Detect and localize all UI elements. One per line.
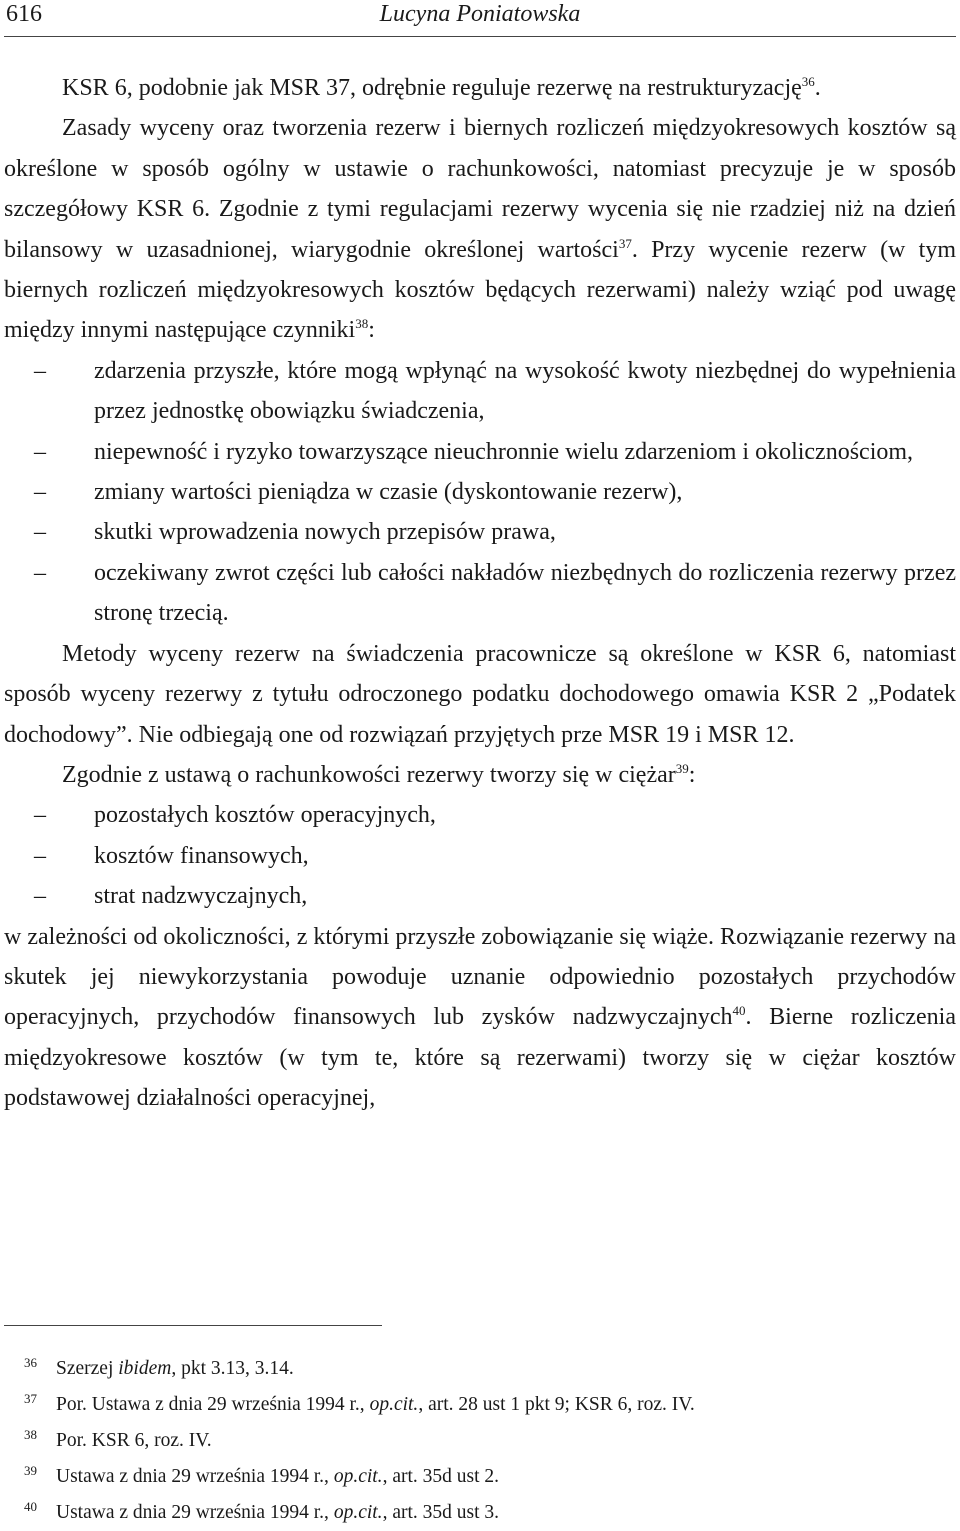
footnote-ref-37[interactable]: 37 [618,235,632,251]
dash-bullet: – [34,559,46,586]
paragraph-5-text-a: w zależności od okoliczności, z którymi przyszłe zobowiązanie się wiąże. Rozwiązanie rezerwy na skutek jej niewykorzystania powoduje uznanie odpowiednio pozostałych przychodów operacyjnych, przychodów finansowych lub zysków nadzwyczajnych [4,923,956,1031]
footnote-ref-39[interactable]: 39 [675,760,689,776]
footnote-ref-38[interactable]: 38 [355,316,369,332]
body-text [4,68,956,1119]
page-number: 616 [6,1,42,27]
charges-list [4,795,956,916]
dash-bullet: – [34,842,46,869]
list-item: – skutki wprowadzenia nowych przepisów prawa, [94,512,956,552]
list-item: – zdarzenia przyszłe, które mogą wpłynąć na wysokość kwoty niezbędnej do wypełnienia przez jednostkę obowiązku świadczenia, [94,351,956,432]
paragraph-3: Metody wyceny rezerw na świadczenia pracownicze są określone w KSR 6, natomiast sposób wyceny rezerwy z tytułu odroczonego podatku dochodowego omawia KSR 2 „Podatek dochodowy”. Nie odbiegają one od rozwiązań przyjętych prze MSR 19 i MSR 12. [4,640,956,748]
footnote-40: 40 Ustawa z dnia 29 września 1994 r., op.cit., art. 35d ust 3. [0,1495,960,1531]
paragraph-5 [4,917,956,1119]
footnote-39: 39 Ustawa z dnia 29 września 1994 r., op.cit., art. 35d ust 2. [0,1459,960,1495]
list-item: – zmiany wartości pieniądza w czasie (dyskontowanie rezerw), [94,472,956,512]
list-item: – niepewność i ryzyko towarzyszące nieuchronnie wielu zdarzeniom i okolicznościom, [94,432,956,472]
paragraph-2-text-a: Zasady wyceny oraz tworzenia rezerw i biernych rozliczeń międzyokresowych kosztów są określone w sposób ogólny w ustawie o rachunkowości, natomiast precyzuje je w sposób szczegółowy KSR 6. Zgodnie z tymi regulacjami rezerwy wycenia się nie rzadziej niż na dzień bilansowy w uzasadnionej, wiarygodnie określonej wartości [4,115,956,263]
list-item: – kosztów finansowych, [94,836,956,876]
footnote-ref-36[interactable]: 36 [801,74,815,89]
footnote-ref-40[interactable]: 40 [732,1003,746,1019]
paragraph-1-tail: . [814,75,821,101]
dash-bullet: – [34,519,46,546]
footnote-number: 39 [24,1463,37,1478]
paragraph-2 [4,108,956,350]
footnote-38: 38 Por. KSR 6, roz. IV. [0,1423,960,1459]
footnote-36: 36 Szerzej ibidem, pkt 3.13, 3.14. [0,1351,960,1387]
paragraph-1-text: KSR 6, podobnie jak MSR 37, odrębnie reguluje rezerwę na restrukturyzację [62,75,802,101]
paragraph-5-text-b: . Bierne rozliczenia międzyokresowe kosztów (w tym te, które są rezerwami) tworzy się w ciężar kosztów podstawowej działalności operacyjnej, [4,1004,956,1112]
paragraph-4 [4,755,956,795]
footnote-number: 38 [24,1427,37,1442]
dash-bullet: – [34,479,46,506]
list-item: – pozostałych kosztów operacyjnych, [94,795,956,835]
dash-bullet: – [34,802,46,829]
footnotes [0,1351,960,1531]
paragraph-1 [4,68,956,108]
paragraph-4-text: Zgodnie z ustawą o rachunkowości rezerwy tworzy się w ciężar [62,761,676,788]
footnote-number: 40 [24,1499,37,1514]
running-head-author: Lucyna Poniatowska [379,1,581,27]
paragraph-4-tail: : [688,761,696,788]
factors-list [4,351,956,634]
paragraph-2-text-b: . Przy wycenie rezerw (w tym biernych rozliczeń międzyokresowych kosztów będących rezerwami) należy wziąć pod uwagę między innymi następujące czynniki [4,236,956,344]
footnote-37: 37 Por. Ustawa z dnia 29 września 1994 r., op.cit., art. 28 ust 1 pkt 9; KSR 6, roz. IV. [0,1387,960,1423]
dash-bullet: – [34,883,46,910]
dash-bullet: – [34,438,46,465]
footnote-rule [4,1325,382,1326]
footnote-number: 37 [24,1391,37,1406]
list-item: – strat nadzwyczajnych, [94,876,956,916]
footnote-number: 36 [24,1355,37,1370]
list-item: – oczekiwany zwrot części lub całości nakładów niezbędnych do rozliczenia rezerwy przez stronę trzecią. [94,553,956,634]
dash-bullet: – [34,357,46,384]
paragraph-2-text-c: : [368,317,375,344]
header-rule [4,36,956,37]
page-header [4,0,956,34]
